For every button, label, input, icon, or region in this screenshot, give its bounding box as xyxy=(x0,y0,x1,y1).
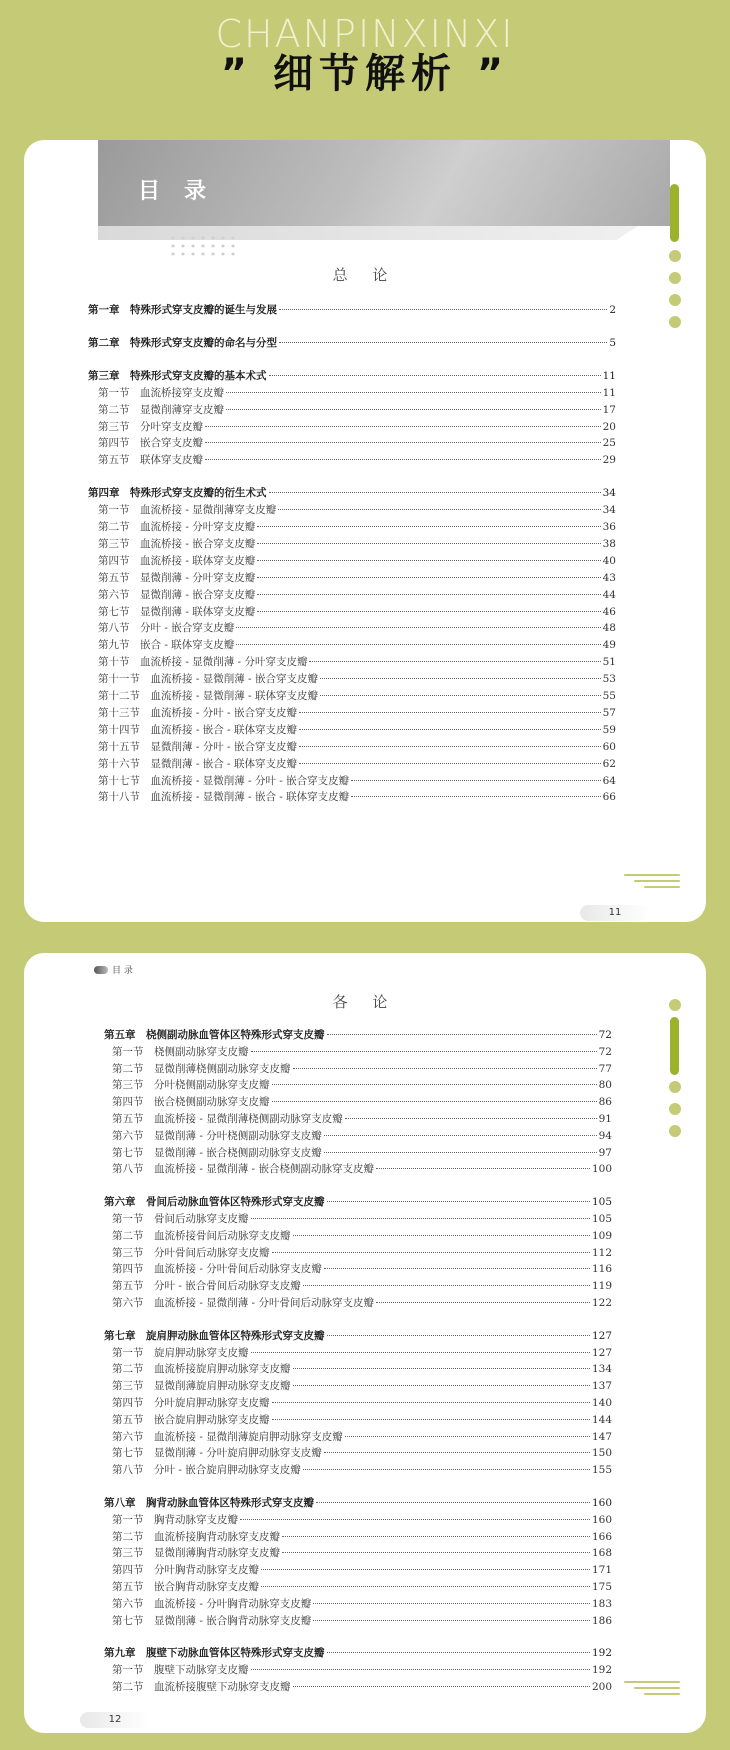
dot-leader xyxy=(293,1235,590,1236)
toc-entry-label: 第四节 分叶胸背动脉穿支皮瓣 xyxy=(112,1564,259,1577)
toc-chapter-row xyxy=(104,1495,612,1510)
dot-leader xyxy=(351,796,600,797)
toc-entry-label: 第七节 显微削薄 - 联体穿支皮瓣 xyxy=(98,605,256,618)
dot-leader xyxy=(257,611,600,612)
dot-leader xyxy=(313,1620,590,1621)
toc-entry-label: 第五节 嵌合旋肩胛动脉穿支皮瓣 xyxy=(112,1413,270,1426)
toc-section-row xyxy=(112,1562,612,1577)
toc-section-row xyxy=(98,435,616,450)
toc-entry-page: 60 xyxy=(602,740,616,753)
toc-entry-page: 144 xyxy=(591,1413,612,1426)
dot-leader xyxy=(327,1201,590,1202)
banner-background-text: CHANPINXINXI xyxy=(215,12,515,56)
toc-section-row xyxy=(98,688,616,703)
toc-entry-label: 第九节 嵌合 - 联体穿支皮瓣 xyxy=(98,639,235,652)
toc-entry-page: 64 xyxy=(602,774,616,787)
toc-section-row xyxy=(112,1295,612,1310)
toc-entry-label: 第五章 桡侧副动脉血管体区特殊形式穿支皮瓣 xyxy=(104,1029,325,1041)
dot-leader xyxy=(320,695,601,696)
toc-entry-page: 166 xyxy=(591,1530,612,1543)
dot-leader xyxy=(278,509,600,510)
toc-section-row xyxy=(98,587,616,602)
dot-leader xyxy=(293,1368,590,1369)
toc-chapter-row xyxy=(104,1645,612,1660)
toc-entry-page: 11 xyxy=(602,386,616,399)
toc-section-row xyxy=(112,1412,612,1427)
toc-entry-label: 第九章 腹壁下动脉血管体区特殊形式穿支皮瓣 xyxy=(104,1647,325,1660)
toc-entry-page: 97 xyxy=(598,1146,612,1159)
dot-leader xyxy=(269,375,601,376)
toc-entry-label: 第二节 血流桥接腹壁下动脉穿支皮瓣 xyxy=(112,1681,291,1693)
toc-entry-page: 171 xyxy=(591,1564,612,1577)
toc-section-row xyxy=(112,1462,612,1477)
page-number: 12 xyxy=(80,1712,150,1728)
toc-entry-page: 72 xyxy=(598,1045,612,1058)
dot-leader xyxy=(293,1686,590,1687)
toc-section-row xyxy=(112,1512,612,1527)
page-title: 目录 xyxy=(138,179,231,204)
toc-section-row xyxy=(112,1261,612,1276)
toc-section-row xyxy=(112,1378,612,1393)
toc-entry-label: 第一节 血流桥接穿支皮瓣 xyxy=(98,386,224,399)
toc-section-row xyxy=(98,553,616,568)
toc-section-row xyxy=(112,1596,612,1611)
dot-leader xyxy=(257,594,600,595)
toc-entry-label: 第七节 显微削薄 - 嵌合桡侧副动脉穿支皮瓣 xyxy=(112,1146,322,1159)
toc-section-row xyxy=(112,1077,612,1092)
toc-entry-page: 168 xyxy=(591,1547,612,1560)
toc-entry-label: 第七节 显微削薄 - 嵌合胸背动脉穿支皮瓣 xyxy=(112,1614,312,1627)
toc-entry-label: 第三节 血流桥接 - 嵌合穿支皮瓣 xyxy=(98,537,256,550)
dot-leader xyxy=(236,627,600,628)
side-dot xyxy=(669,316,681,328)
dot-leader xyxy=(240,1519,590,1520)
toc-entry-page: 5 xyxy=(609,336,616,349)
toc-section-row xyxy=(98,705,616,720)
toc-entry-page: 140 xyxy=(591,1397,612,1409)
toc-entry-label: 第八章 胸背动脉血管体区特殊形式穿支皮瓣 xyxy=(104,1497,314,1509)
toc-entry-page: 160 xyxy=(591,1513,612,1526)
side-bar-decoration xyxy=(670,1017,679,1075)
toc-entry-label: 第十六节 显微削薄 - 嵌合 - 联体穿支皮瓣 xyxy=(98,757,297,770)
toc-section-row xyxy=(98,519,616,534)
toc-entry-page: 150 xyxy=(591,1447,612,1460)
toc-chapter-row xyxy=(88,335,616,350)
toc-entry-page: 57 xyxy=(602,706,616,719)
dot-leader xyxy=(272,1252,590,1253)
toc-entry-page: 127 xyxy=(591,1329,612,1342)
toc-entry-page: 155 xyxy=(591,1464,612,1477)
toc-chapter-row xyxy=(88,485,616,500)
side-dot xyxy=(669,250,681,262)
toc-entry-page: 86 xyxy=(598,1096,612,1109)
toc-entry-label: 第二节 血流桥接胸背动脉穿支皮瓣 xyxy=(112,1530,280,1543)
toc-section-row xyxy=(98,620,616,635)
toc-entry-page: 48 xyxy=(602,622,616,635)
toc-entry-page: 38 xyxy=(602,537,616,550)
side-bar-decoration xyxy=(670,184,679,242)
dot-leader xyxy=(345,1436,590,1437)
toc-entry-page: 66 xyxy=(602,791,616,804)
toc-entry-label: 第一节 旋肩胛动脉穿支皮瓣 xyxy=(112,1346,249,1359)
toc-section-row xyxy=(112,1662,612,1677)
toc-entry-label: 第五节 嵌合胸背动脉穿支皮瓣 xyxy=(112,1581,259,1593)
toc-section-row xyxy=(98,536,616,551)
mini-header xyxy=(94,963,133,976)
dots-decoration xyxy=(168,234,238,260)
toc-entry-page: 160 xyxy=(591,1497,612,1509)
toc-section-row xyxy=(98,452,616,467)
toc-chapter-row xyxy=(88,302,616,317)
toc-page-1 xyxy=(24,140,706,922)
toc-section-row xyxy=(112,1613,612,1628)
toc-entry-label: 第一章 特殊形式穿支皮瓣的诞生与发展 xyxy=(88,304,277,316)
toc-entry-label: 第十一节 血流桥接 - 显微削薄 - 嵌合穿支皮瓣 xyxy=(98,673,318,686)
dot-leader xyxy=(303,1285,590,1286)
dot-leader xyxy=(299,746,601,747)
toc-entry-page: 20 xyxy=(602,420,616,433)
toc-entry-page: 105 xyxy=(591,1196,612,1209)
toc-section-row xyxy=(98,502,616,517)
toc-entry-label: 第五节 显微削薄 - 分叶穿支皮瓣 xyxy=(98,571,256,584)
toc-entry-label: 第十四节 血流桥接 - 嵌合 - 联体穿支皮瓣 xyxy=(98,723,297,736)
toc-entry-label: 第二节 显微削薄穿支皮瓣 xyxy=(98,403,224,416)
toc-entry-label: 第四节 嵌合桡侧副动脉穿支皮瓣 xyxy=(112,1096,270,1109)
toc-entry-label: 第二节 血流桥接旋肩胛动脉穿支皮瓣 xyxy=(112,1363,291,1376)
section-heading: 总 论 xyxy=(332,266,398,284)
toc-entry-page: 25 xyxy=(602,437,616,450)
dot-leader xyxy=(261,1569,590,1570)
toc-section-row xyxy=(112,1145,612,1160)
toc-section-row xyxy=(112,1529,612,1544)
toc-entry-label: 第五节 分叶 - 嵌合骨间后动脉穿支皮瓣 xyxy=(112,1280,301,1293)
toc-section-row xyxy=(112,1211,612,1226)
dot-leader xyxy=(324,1152,597,1153)
dot-leader xyxy=(282,1536,590,1537)
toc-entry-label: 第六节 血流桥接 - 显微削薄 - 分叶骨间后动脉穿支皮瓣 xyxy=(112,1297,374,1309)
toc-entry-page: 36 xyxy=(602,521,616,533)
toc-section-row xyxy=(112,1128,612,1143)
toc-entry-label: 第一节 血流桥接 - 显微削薄穿支皮瓣 xyxy=(98,504,277,517)
toc-entry-page: 127 xyxy=(591,1346,612,1359)
dot-leader xyxy=(279,342,607,343)
toc-section-row xyxy=(98,671,616,686)
toc-entry-label: 第四章 特殊形式穿支皮瓣的衍生术式 xyxy=(88,487,267,500)
toc-entry-label: 第二节 显微削薄桡侧副动脉穿支皮瓣 xyxy=(112,1062,291,1075)
toc-entry-page: 105 xyxy=(591,1213,612,1225)
toc-section-row xyxy=(112,1228,612,1243)
toc-entry-label: 第十八节 血流桥接 - 显微削薄 - 嵌合 - 联体穿支皮瓣 xyxy=(98,791,350,804)
dot-leader xyxy=(327,1034,597,1035)
toc-section-row xyxy=(112,1044,612,1059)
dot-leader xyxy=(205,442,601,443)
toc-chapter-row xyxy=(104,1194,612,1209)
toc-entry-page: 77 xyxy=(598,1062,612,1075)
toc-entry-label: 第三节 分叶穿支皮瓣 xyxy=(98,420,203,433)
toc-entry-page: 200 xyxy=(591,1681,612,1693)
dot-leader xyxy=(226,409,601,410)
toc-section-row xyxy=(98,773,616,788)
toc-entry-label: 第十节 血流桥接 - 显微削薄 - 分叶穿支皮瓣 xyxy=(98,656,308,669)
toc-section-row xyxy=(98,722,616,737)
dot-leader xyxy=(236,644,600,645)
toc-section-row xyxy=(112,1395,612,1410)
toc-section-row xyxy=(112,1161,612,1176)
toggle-icon xyxy=(94,966,108,974)
dot-leader xyxy=(251,1051,597,1052)
toc-entry-page: 46 xyxy=(602,605,616,618)
toc-entry-page: 55 xyxy=(602,690,616,702)
toc-entry-label: 第一节 胸背动脉穿支皮瓣 xyxy=(112,1513,238,1526)
page-number: 11 xyxy=(580,905,650,921)
toc-entry-page: 147 xyxy=(591,1430,612,1443)
lines-decoration xyxy=(624,1677,680,1699)
toc-entry-label: 第三章 特殊形式穿支皮瓣的基本术式 xyxy=(88,369,267,382)
toc-section-row xyxy=(98,385,616,400)
toc-section-row xyxy=(98,756,616,771)
dot-leader xyxy=(272,1419,590,1420)
toc-entry-page: 94 xyxy=(598,1129,612,1142)
dot-leader xyxy=(316,1502,590,1503)
dot-leader xyxy=(345,1118,597,1119)
toc-section-row xyxy=(98,739,616,754)
toc-entry-page: 43 xyxy=(602,571,616,584)
toc-page-2 xyxy=(24,953,706,1733)
dot-leader xyxy=(327,1335,590,1336)
toc-entry-page: 49 xyxy=(602,639,616,652)
toc-section-row xyxy=(112,1361,612,1376)
toc-entry-page: 44 xyxy=(602,588,616,601)
toc-entry-page: 112 xyxy=(591,1246,612,1259)
toc-entry-page: 137 xyxy=(591,1380,612,1393)
toc-entry-page: 134 xyxy=(591,1363,612,1376)
toc-entry-label: 第八节 分叶 - 嵌合旋肩胛动脉穿支皮瓣 xyxy=(112,1464,301,1477)
dot-leader xyxy=(293,1068,597,1069)
dot-leader xyxy=(351,780,600,781)
lines-decoration xyxy=(624,870,680,892)
toc-entry-page: 34 xyxy=(602,504,616,517)
toc-entry-page: 119 xyxy=(591,1280,612,1293)
toc-entry-page: 17 xyxy=(602,403,616,416)
toc-entry-label: 第三节 分叶骨间后动脉穿支皮瓣 xyxy=(112,1246,270,1259)
dot-leader xyxy=(320,678,601,679)
toc-entry-page: 34 xyxy=(602,487,616,500)
side-dot xyxy=(669,294,681,306)
mini-header-label: 目 录 xyxy=(112,966,133,976)
dot-leader xyxy=(376,1168,590,1169)
dot-leader xyxy=(272,1084,597,1085)
toc-entry-label: 第二节 血流桥接骨间后动脉穿支皮瓣 xyxy=(112,1229,291,1242)
dot-leader xyxy=(327,1652,590,1653)
dot-leader xyxy=(251,1669,590,1670)
dot-leader xyxy=(324,1135,597,1136)
dot-leader xyxy=(309,661,600,662)
toc-entry-label: 第一节 桡侧副动脉穿支皮瓣 xyxy=(112,1045,249,1058)
dot-leader xyxy=(257,543,600,544)
side-dot xyxy=(669,1081,681,1093)
toc-entry-page: 175 xyxy=(591,1581,612,1593)
toc-entry-label: 第十七节 血流桥接 - 显微削薄 - 分叶 - 嵌合穿支皮瓣 xyxy=(98,774,350,787)
toc-entry-label: 第二章 特殊形式穿支皮瓣的命名与分型 xyxy=(88,336,277,349)
toc-entry-label: 第四节 嵌合穿支皮瓣 xyxy=(98,437,203,450)
toc-entry-label: 第六章 骨间后动脉血管体区特殊形式穿支皮瓣 xyxy=(104,1196,325,1209)
dot-leader xyxy=(282,1552,590,1553)
toc-entry-label: 第一节 骨间后动脉穿支皮瓣 xyxy=(112,1213,249,1225)
toc-entry-label: 第五节 联体穿支皮瓣 xyxy=(98,454,203,467)
toc-section-row xyxy=(98,637,616,652)
dot-leader xyxy=(251,1218,590,1219)
dot-leader xyxy=(272,1402,590,1403)
toc-entry-page: 40 xyxy=(602,554,616,567)
dot-leader xyxy=(257,560,600,561)
toc-section-row xyxy=(112,1429,612,1444)
toc-entry-label: 第六节 血流桥接 - 显微削薄旋肩胛动脉穿支皮瓣 xyxy=(112,1430,343,1443)
toc-section-row xyxy=(112,1679,612,1694)
toc-section-row xyxy=(112,1061,612,1076)
dot-leader xyxy=(226,392,601,393)
toc-entry-label: 第七章 旋肩胛动脉血管体区特殊形式穿支皮瓣 xyxy=(104,1329,325,1342)
toc-section-row xyxy=(112,1445,612,1460)
toc-entry-page: 109 xyxy=(591,1229,612,1242)
dot-leader xyxy=(376,1302,590,1303)
side-dot xyxy=(669,1103,681,1115)
toc-entry-label: 第三节 显微削薄胸背动脉穿支皮瓣 xyxy=(112,1547,280,1560)
dot-leader xyxy=(299,729,601,730)
toc-section-row xyxy=(112,1545,612,1560)
toc-section-row xyxy=(112,1278,612,1293)
toc-section-row xyxy=(112,1345,612,1360)
dot-leader xyxy=(299,712,601,713)
toc-entry-label: 第六节 显微削薄 - 分叶桡侧副动脉穿支皮瓣 xyxy=(112,1129,322,1142)
toc-entry-label: 第六节 血流桥接 - 分叶胸背动脉穿支皮瓣 xyxy=(112,1597,312,1610)
toc-section-row xyxy=(112,1579,612,1594)
toc-entry-page: 2 xyxy=(609,304,616,316)
toc-entry-page: 62 xyxy=(602,757,616,770)
toc-section-row xyxy=(112,1094,612,1109)
banner-title: ” 细节解析 ” xyxy=(220,51,510,97)
dot-leader xyxy=(324,1452,590,1453)
dot-leader xyxy=(299,763,601,764)
dot-leader xyxy=(272,1101,597,1102)
dot-leader xyxy=(205,426,601,427)
toc-entry-label: 第四节 分叶旋肩胛动脉穿支皮瓣 xyxy=(112,1397,270,1409)
toc-section-row xyxy=(98,419,616,434)
toc-section-row xyxy=(98,570,616,585)
toc-entry-page: 51 xyxy=(602,656,616,669)
toc-entry-label: 第七节 显微削薄 - 分叶旋肩胛动脉穿支皮瓣 xyxy=(112,1447,322,1460)
toc-entry-page: 192 xyxy=(591,1664,612,1677)
toc-chapter-row xyxy=(88,368,616,383)
toc-section-row xyxy=(98,654,616,669)
toc-entry-page: 11 xyxy=(602,369,616,382)
toc-entry-label: 第四节 血流桥接 - 分叶骨间后动脉穿支皮瓣 xyxy=(112,1263,322,1276)
dot-leader xyxy=(313,1603,590,1604)
toc-entry-page: 100 xyxy=(591,1163,612,1176)
dot-leader xyxy=(205,459,601,460)
toc-entry-page: 59 xyxy=(602,723,616,736)
side-dot xyxy=(669,1125,681,1137)
toc-entry-label: 第十二节 血流桥接 - 显微削薄 - 联体穿支皮瓣 xyxy=(98,690,318,702)
toc-entry-label: 第八节 分叶 - 嵌合穿支皮瓣 xyxy=(98,622,235,635)
toc-section-row xyxy=(98,604,616,619)
dot-leader xyxy=(293,1385,590,1386)
toc-entry-label: 第一节 腹壁下动脉穿支皮瓣 xyxy=(112,1664,249,1677)
toc-section-row xyxy=(112,1111,612,1126)
dot-leader xyxy=(251,1352,590,1353)
toc-entry-page: 183 xyxy=(591,1597,612,1610)
toc-entry-label: 第三节 显微削薄旋肩胛动脉穿支皮瓣 xyxy=(112,1380,291,1393)
dot-leader xyxy=(303,1469,590,1470)
toc-entry-page: 116 xyxy=(591,1263,612,1276)
toc-entry-label: 第八节 血流桥接 - 显微削薄 - 嵌合桡侧副动脉穿支皮瓣 xyxy=(112,1163,374,1176)
toc-entry-page: 53 xyxy=(602,673,616,686)
toc-entry-page: 29 xyxy=(602,454,616,467)
toc-entry-page: 192 xyxy=(591,1647,612,1660)
toc-entry-label: 第六节 显微削薄 - 嵌合穿支皮瓣 xyxy=(98,588,256,601)
toc-entry-page: 72 xyxy=(598,1029,612,1041)
toc-section-row xyxy=(98,789,616,804)
toc-entry-page: 80 xyxy=(598,1079,612,1092)
dot-leader xyxy=(257,577,600,578)
section-heading: 各 论 xyxy=(332,993,398,1011)
dot-leader xyxy=(257,526,600,527)
dot-leader xyxy=(269,492,601,493)
toc-entry-page: 122 xyxy=(591,1297,612,1309)
toc-chapter-row xyxy=(104,1328,612,1343)
toc-entry-page: 186 xyxy=(591,1614,612,1627)
dot-leader xyxy=(279,309,607,310)
toc-entry-label: 第四节 血流桥接 - 联体穿支皮瓣 xyxy=(98,554,256,567)
toc-chapter-row xyxy=(104,1027,612,1042)
toc-entry-page: 91 xyxy=(598,1113,612,1125)
toc-entry-label: 第三节 分叶桡侧副动脉穿支皮瓣 xyxy=(112,1079,270,1092)
toc-entry-label: 第十三节 血流桥接 - 分叶 - 嵌合穿支皮瓣 xyxy=(98,706,297,719)
toc-section-row xyxy=(98,402,616,417)
dot-leader xyxy=(261,1586,590,1587)
dot-leader xyxy=(324,1268,590,1269)
toc-section-row xyxy=(112,1245,612,1260)
toc-entry-label: 第二节 血流桥接 - 分叶穿支皮瓣 xyxy=(98,521,256,533)
toc-entry-label: 第五节 血流桥接 - 显微削薄桡侧副动脉穿支皮瓣 xyxy=(112,1113,343,1125)
toc-entry-label: 第十五节 显微削薄 - 分叶 - 嵌合穿支皮瓣 xyxy=(98,740,297,753)
